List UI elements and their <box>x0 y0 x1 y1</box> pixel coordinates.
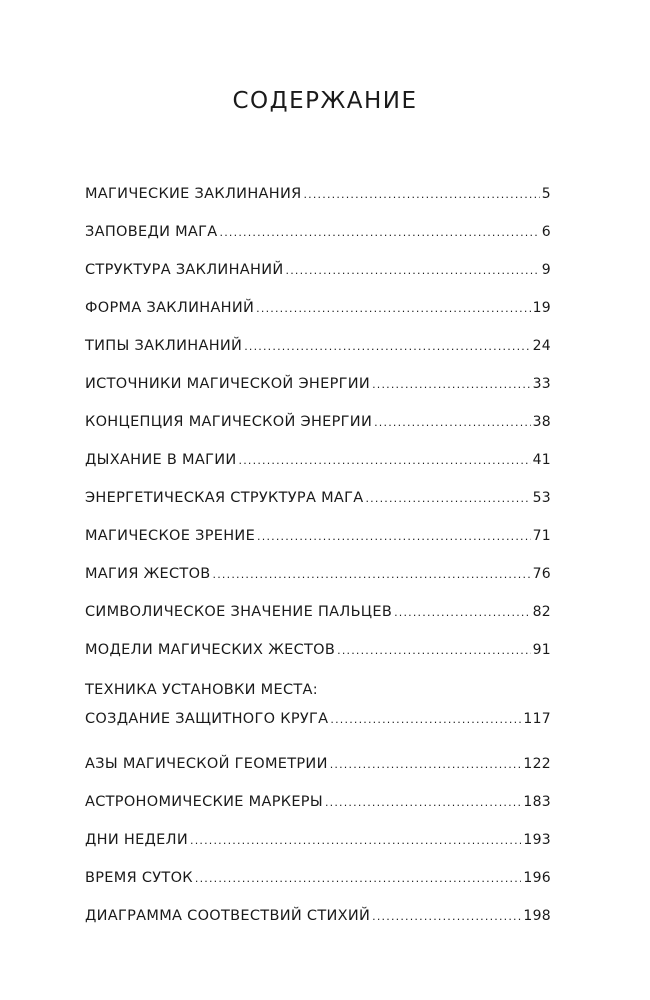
toc-entry-page: 76 <box>532 566 551 582</box>
dot-leader <box>372 378 531 391</box>
page-title: СОДЕРЖАНИЕ <box>232 88 418 114</box>
dot-leader <box>374 416 530 429</box>
dot-leader <box>244 340 530 353</box>
dot-leader <box>190 834 521 847</box>
dot-leader <box>256 302 530 315</box>
toc-entry-page: 198 <box>523 908 551 924</box>
toc-entry-page: 71 <box>532 528 551 544</box>
toc-entry <box>85 414 551 452</box>
dot-leader <box>195 872 522 885</box>
toc-entry-title: СТРУКТУРА ЗАКЛИНАНИЙ <box>85 262 284 278</box>
toc-entry-title: ИСТОЧНИКИ МАГИЧЕСКОЙ ЭНЕРГИИ <box>85 376 371 392</box>
toc-entry <box>85 452 551 490</box>
dot-leader <box>220 226 540 239</box>
toc-entry-page: 53 <box>532 490 551 506</box>
toc-entry-title: ДНИ НЕДЕЛИ <box>85 832 188 848</box>
toc-entry-title: ЭНЕРГЕТИЧЕСКАЯ СТРУКТУРА МАГА <box>85 490 364 506</box>
toc-entry-title: МАГИЧЕСКИЕ ЗАКЛИНАНИЯ <box>85 186 302 202</box>
toc-entry-line2 <box>85 711 551 727</box>
toc-entry <box>85 528 551 566</box>
toc-entry-page: 33 <box>532 376 551 392</box>
toc-entry-page: 183 <box>523 794 551 810</box>
toc-entry <box>85 908 551 946</box>
toc-entry-page: 24 <box>532 338 551 354</box>
toc-entry <box>85 870 551 908</box>
toc-entry-page: 82 <box>532 604 551 620</box>
dot-leader <box>330 758 522 771</box>
dot-leader <box>394 606 531 619</box>
toc-entry-page: 19 <box>532 300 551 316</box>
dot-leader <box>325 796 521 809</box>
table-of-contents <box>85 186 551 946</box>
toc-entry-page: 9 <box>541 262 551 278</box>
toc-entry <box>85 224 551 262</box>
toc-entry-page: 6 <box>541 224 551 240</box>
toc-entry-title: МАГИЧЕСКОЕ ЗРЕНИЕ <box>85 528 256 544</box>
toc-entry-page: 5 <box>541 186 551 202</box>
toc-entry-title: АЗЫ МАГИЧЕСКОЙ ГЕОМЕТРИИ <box>85 756 328 772</box>
toc-entry-page: 41 <box>532 452 551 468</box>
toc-entry-title: ВРЕМЯ СУТОК <box>85 870 193 886</box>
toc-entry-title: МАГИЯ ЖЕСТОВ <box>85 566 211 582</box>
dot-leader <box>330 713 521 726</box>
toc-entry-title: МОДЕЛИ МАГИЧЕСКИХ ЖЕСТОВ <box>85 642 336 658</box>
dot-leader <box>286 264 540 277</box>
dot-leader <box>365 492 530 505</box>
toc-entry-title: ФОРМА ЗАКЛИНАНИЙ <box>85 300 255 316</box>
dot-leader <box>372 910 521 923</box>
toc-entry <box>85 376 551 414</box>
toc-entry-title: СИМВОЛИЧЕСКОЕ ЗНАЧЕНИЕ ПАЛЬЦЕВ <box>85 604 393 620</box>
toc-entry-title: ЗАПОВЕДИ МАГА <box>85 224 218 240</box>
toc-entry <box>85 604 551 642</box>
toc-entry-page: 91 <box>532 642 551 658</box>
toc-entry-title: ДЫХАНИЕ В МАГИИ <box>85 452 237 468</box>
toc-entry <box>85 490 551 528</box>
toc-entry-page: 38 <box>532 414 551 430</box>
toc-entry-page: 117 <box>523 711 551 727</box>
dot-leader <box>303 188 539 201</box>
toc-entry <box>85 756 551 794</box>
toc-entry-title: ДИАГРАММА СООТВЕСТВИЙ СТИХИЙ <box>85 908 371 924</box>
toc-entry <box>85 832 551 870</box>
toc-entry-title: СОЗДАНИЕ ЗАЩИТНОГО КРУГА <box>85 711 329 727</box>
toc-entry <box>85 680 551 756</box>
toc-entry <box>85 566 551 604</box>
dot-leader <box>239 454 531 467</box>
toc-entry-title: АСТРОНОМИЧЕСКИЕ МАРКЕРЫ <box>85 794 323 810</box>
toc-entry-page: 193 <box>523 832 551 848</box>
toc-entry <box>85 300 551 338</box>
toc-entry <box>85 186 551 224</box>
toc-entry-title-line1: ТЕХНИКА УСТАНОВКИ МЕСТА: <box>85 682 318 698</box>
dot-leader <box>257 530 531 543</box>
toc-entry <box>85 642 551 680</box>
toc-entry-title: ТИПЫ ЗАКЛИНАНИЙ <box>85 338 243 354</box>
dot-leader <box>337 644 530 657</box>
toc-entry-page: 196 <box>523 870 551 886</box>
toc-entry-title: КОНЦЕПЦИЯ МАГИЧЕСКОЙ ЭНЕРГИИ <box>85 414 373 430</box>
toc-entry <box>85 338 551 376</box>
toc-entry-page: 122 <box>523 756 551 772</box>
toc-entry <box>85 794 551 832</box>
dot-leader <box>213 568 531 581</box>
toc-entry <box>85 262 551 300</box>
